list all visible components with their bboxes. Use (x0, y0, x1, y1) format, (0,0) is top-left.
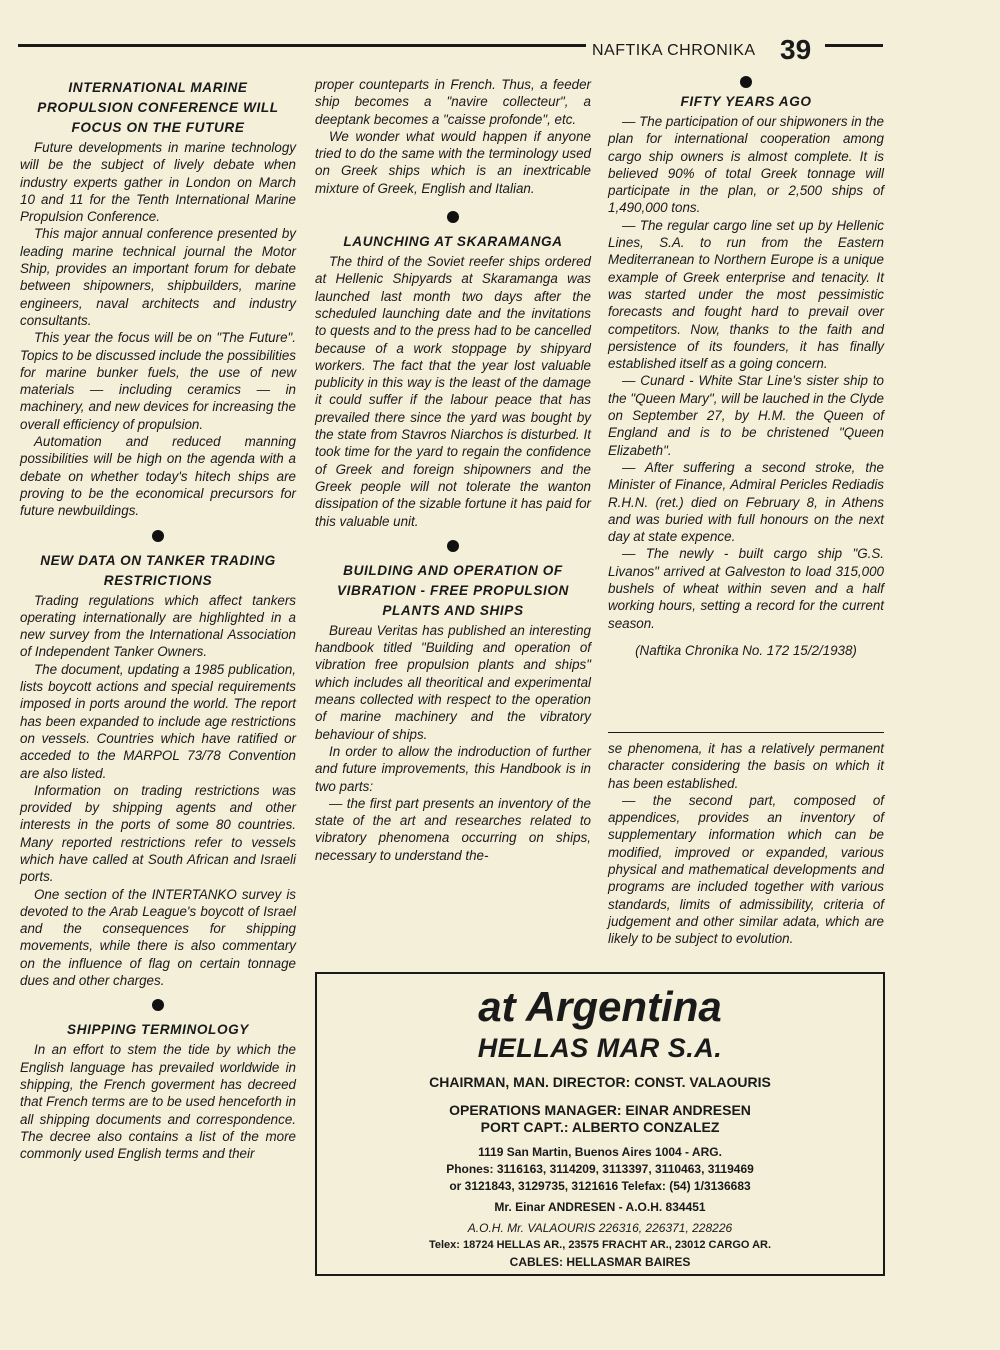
paragraph: We wonder what would happen if anyone tried to do the same with the terminology used on Greek ships which is an inextricable mixture of Greek, English and Italian. (315, 128, 591, 196)
paragraph: Future developments in marine technology will be the subject of lively debate when industry experts gather in London on March 10 and 11 for the Tenth International Marine Propulsion Conference. (20, 140, 296, 225)
paragraph-continued: se phenomena, it has a relatively permanent character considering the basis on which it has been established. (608, 741, 884, 791)
column-3-continuation (608, 740, 884, 948)
paragraph: One section of the INTERTANKO survey is devoted to the Arab League's boycott of Israel and the consequences for shipping movements, while there is also commentary on the influence of flag on certain tonnage dues and other charges. (20, 886, 296, 989)
headline-shipping-terminology: SHIPPING TERMINOLOGY (67, 1022, 249, 1038)
page-number: 39 (780, 34, 812, 65)
ad-phones-continued: or 3121843, 3129735, 3121616 Telefax: (54) 1/3136683 (449, 1179, 751, 1193)
paragraph: The third of the Soviet reefer ships ordered at Hellenic Shipyards at Skaramanga was launched last month two days after the scheduled launching date and the invitations to quests and to the press had to be cancelled because of a work stoppage by shipyard workers. The fact that the year lost valuable publicity in this way is the least of the damage it could suffer if the labour peace that has prevailed there since the yard was bought by the state from Stavros Niarchos is disturbed. It took time for the yard to regain the confidence of Greek and foreign shipowners and the Greek people will not tolerate the wanton dissipation of the sizable fortune it has paid for this valuable unit. (315, 254, 591, 529)
paragraph: In order to allow the indroduction of further and future improvements, this Handbook is in two parts: (315, 743, 591, 794)
header-rule-left (18, 44, 586, 47)
bullet-separator (152, 530, 164, 542)
ad-cables: CABLES: HELLASMAR BAIRES (509, 1255, 691, 1269)
ad-company-name: HELLAS MAR S.A. (477, 1033, 723, 1063)
ad-contact-andresen: Mr. Einar ANDRESEN - A.O.H. 834451 (494, 1200, 706, 1214)
paragraph: — The participation of our shipwoners in the plan for international cooperation among cargo ship owners is almost complete. It is believed 90% of total Greek tonnage will participate in the plan, or 2,500 ships of 1,490,000 tons. (608, 114, 885, 216)
paragraph: — Cunard - White Star Line's sister ship to the "Queen Mary", will be lauched in the Clyde on September 27, by H.M. the Queen of England and is to be christened "Queen Elizabeth". (608, 373, 884, 458)
ad-telex: Telex: 18724 HELLAS AR., 23575 FRACHT AR., 23012 CARGO AR. (428, 1239, 772, 1251)
source-reference: (Naftika Chronika No. 172 15/2/1938) (635, 642, 857, 658)
paragraph: Information on trading restrictions was provided by shipping agents and other interests in the ports of some 80 countries. Many reported restrictions refer to vessels which have called at South African and Israeli ports. (20, 782, 296, 885)
section-divider (608, 732, 884, 733)
headline-tanker-restrictions: NEW DATA ON TANKER TRADING RESTRICTIONS (40, 552, 276, 588)
paragraph: — The newly - built cargo ship "G.S. Livanos" arrived at Galveston to load 315,000 bushels of wheat within seven and a half working hours, setting a record for the current season. (608, 546, 884, 631)
paragraph: Automation and reduced manning possibilities will be high on the agenda with a debate on whether today's hitech ships are proving to be the economical precursors for future newbuildings. (20, 434, 296, 519)
paragraph: — After suffering a second stroke, the Minister of Finance, Admiral Pericles Rediadis R.H.N. (ret.) died on February 8, in Athens and was buried with full honours on the next day at state expence. (608, 459, 884, 545)
ad-phones: Phones: 3116163, 3114209, 3113397, 3110463, 3119469 (446, 1162, 754, 1176)
paragraph: — The regular cargo line set up by Hellenic Lines, S.A. to run from the Eastern Mediterranean to Northern Europe is a unique example of Greek enterprise and tenacity. It was started under the most pessimistic forecasts and fought hard to prevail over competitors. Now, thanks to the faith and persistence of its founders, it has finally established itself as a going concern. (608, 217, 884, 372)
ad-operations-manager: OPERATIONS MANAGER: EINAR ANDRESEN (449, 1102, 751, 1118)
ad-contact-valaouris: A.O.H. Mr. VALAOURIS 226316, 226371, 228226 (467, 1221, 733, 1235)
ad-headline: at Argentina (478, 983, 722, 1030)
paragraph-continued: proper counteparts in French. Thus, a feeder ship becomes a "navire collecteur", a deeptank becomes a "caisse profonde", etc. (315, 77, 591, 127)
ad-chairman: CHAIRMAN, MAN. DIRECTOR: CONST. VALAOURIS (429, 1074, 771, 1090)
paragraph: — the second part, composed of appendices, provides an inventory of supplementary information which can be modified, improved or expanded, various physical and mathematical developments and programs are included together with various standards, limits of admissibility, criteria of judgement and other similar adata, which are likely to be subject to evolution. (608, 792, 884, 947)
paragraph: Trading regulations which affect tankers operating internationally are highlighted in a new survey from the International Association of Independent Tanker Owners. (20, 592, 296, 660)
advertisement-hellas-mar (315, 972, 885, 1276)
bullet-separator (740, 76, 752, 88)
headline-fifty-years-ago: FIFTY YEARS AGO (680, 94, 812, 109)
ad-port-captain: PORT CAPT.: ALBERTO CONZALEZ (480, 1119, 720, 1135)
headline-vibration-free: BUILDING AND OPERATION OF VIBRATION - FREE PROPULSION PLANTS AND SHIPS (337, 562, 569, 618)
headline-skaramanga: LAUNCHING AT SKARAMANGA (343, 234, 563, 250)
column-3 (608, 72, 884, 659)
paragraph: In an effort to stem the tide by which the English language has prevailed worldwide in shipping, the French goverment has decreed that French terms are to be used henceforth in all shipping documents and correspondence. The decree also contains a list of the more commonly used English terms and their (20, 1042, 296, 1162)
paragraph: The document, updating a 1985 publication, lists boycott actions and special requirements imposed in ports around the world. The report has been expanded to include age restrictions on vessels. Countries which have ratified or acceded to the MARPOL 73/78 Convention are also listed. (20, 661, 296, 781)
column-1 (20, 76, 296, 1162)
paragraph: — the first part presents an inventory of the state of the art and researches related to vibratory phenomena occurring on ships, necessary to understand the- (315, 795, 591, 863)
headline-propulsion-conference: INTERNATIONAL MARINE PROPULSION CONFERENCE WILL FOCUS ON THE FUTURE (37, 80, 279, 135)
ad-address: 1119 San Martin, Buenos Aires 1004 - ARG. (478, 1145, 722, 1159)
paragraph: This year the focus will be on "The Future". Topics to be discussed include the possibilities for marine bunker fuels, the use of new materials — including ceramics — in machinery, and new devices for increasing the overall efficiency of propulsion. (20, 330, 296, 432)
header-rule-right (825, 44, 883, 47)
bullet-separator (447, 540, 459, 552)
bullet-separator (447, 211, 459, 223)
masthead: NAFTIKA CHRONIKA (592, 42, 756, 59)
column-2 (315, 76, 591, 864)
bullet-separator (152, 999, 164, 1011)
paragraph: This major annual conference presented by leading marine technical journal the Motor Ship, provides an important forum for debate between shipowners, shipbuilders, marine engineers, naval architects and industry consultants. (20, 226, 296, 328)
paragraph: Bureau Veritas has published an interesting handbook titled "Building and operation of vibration free propulsion plants and ships" which includes all theoritical and experimental means collected with respect to the operation of marine machinery and the vibratory behaviour of ships. (315, 622, 591, 742)
